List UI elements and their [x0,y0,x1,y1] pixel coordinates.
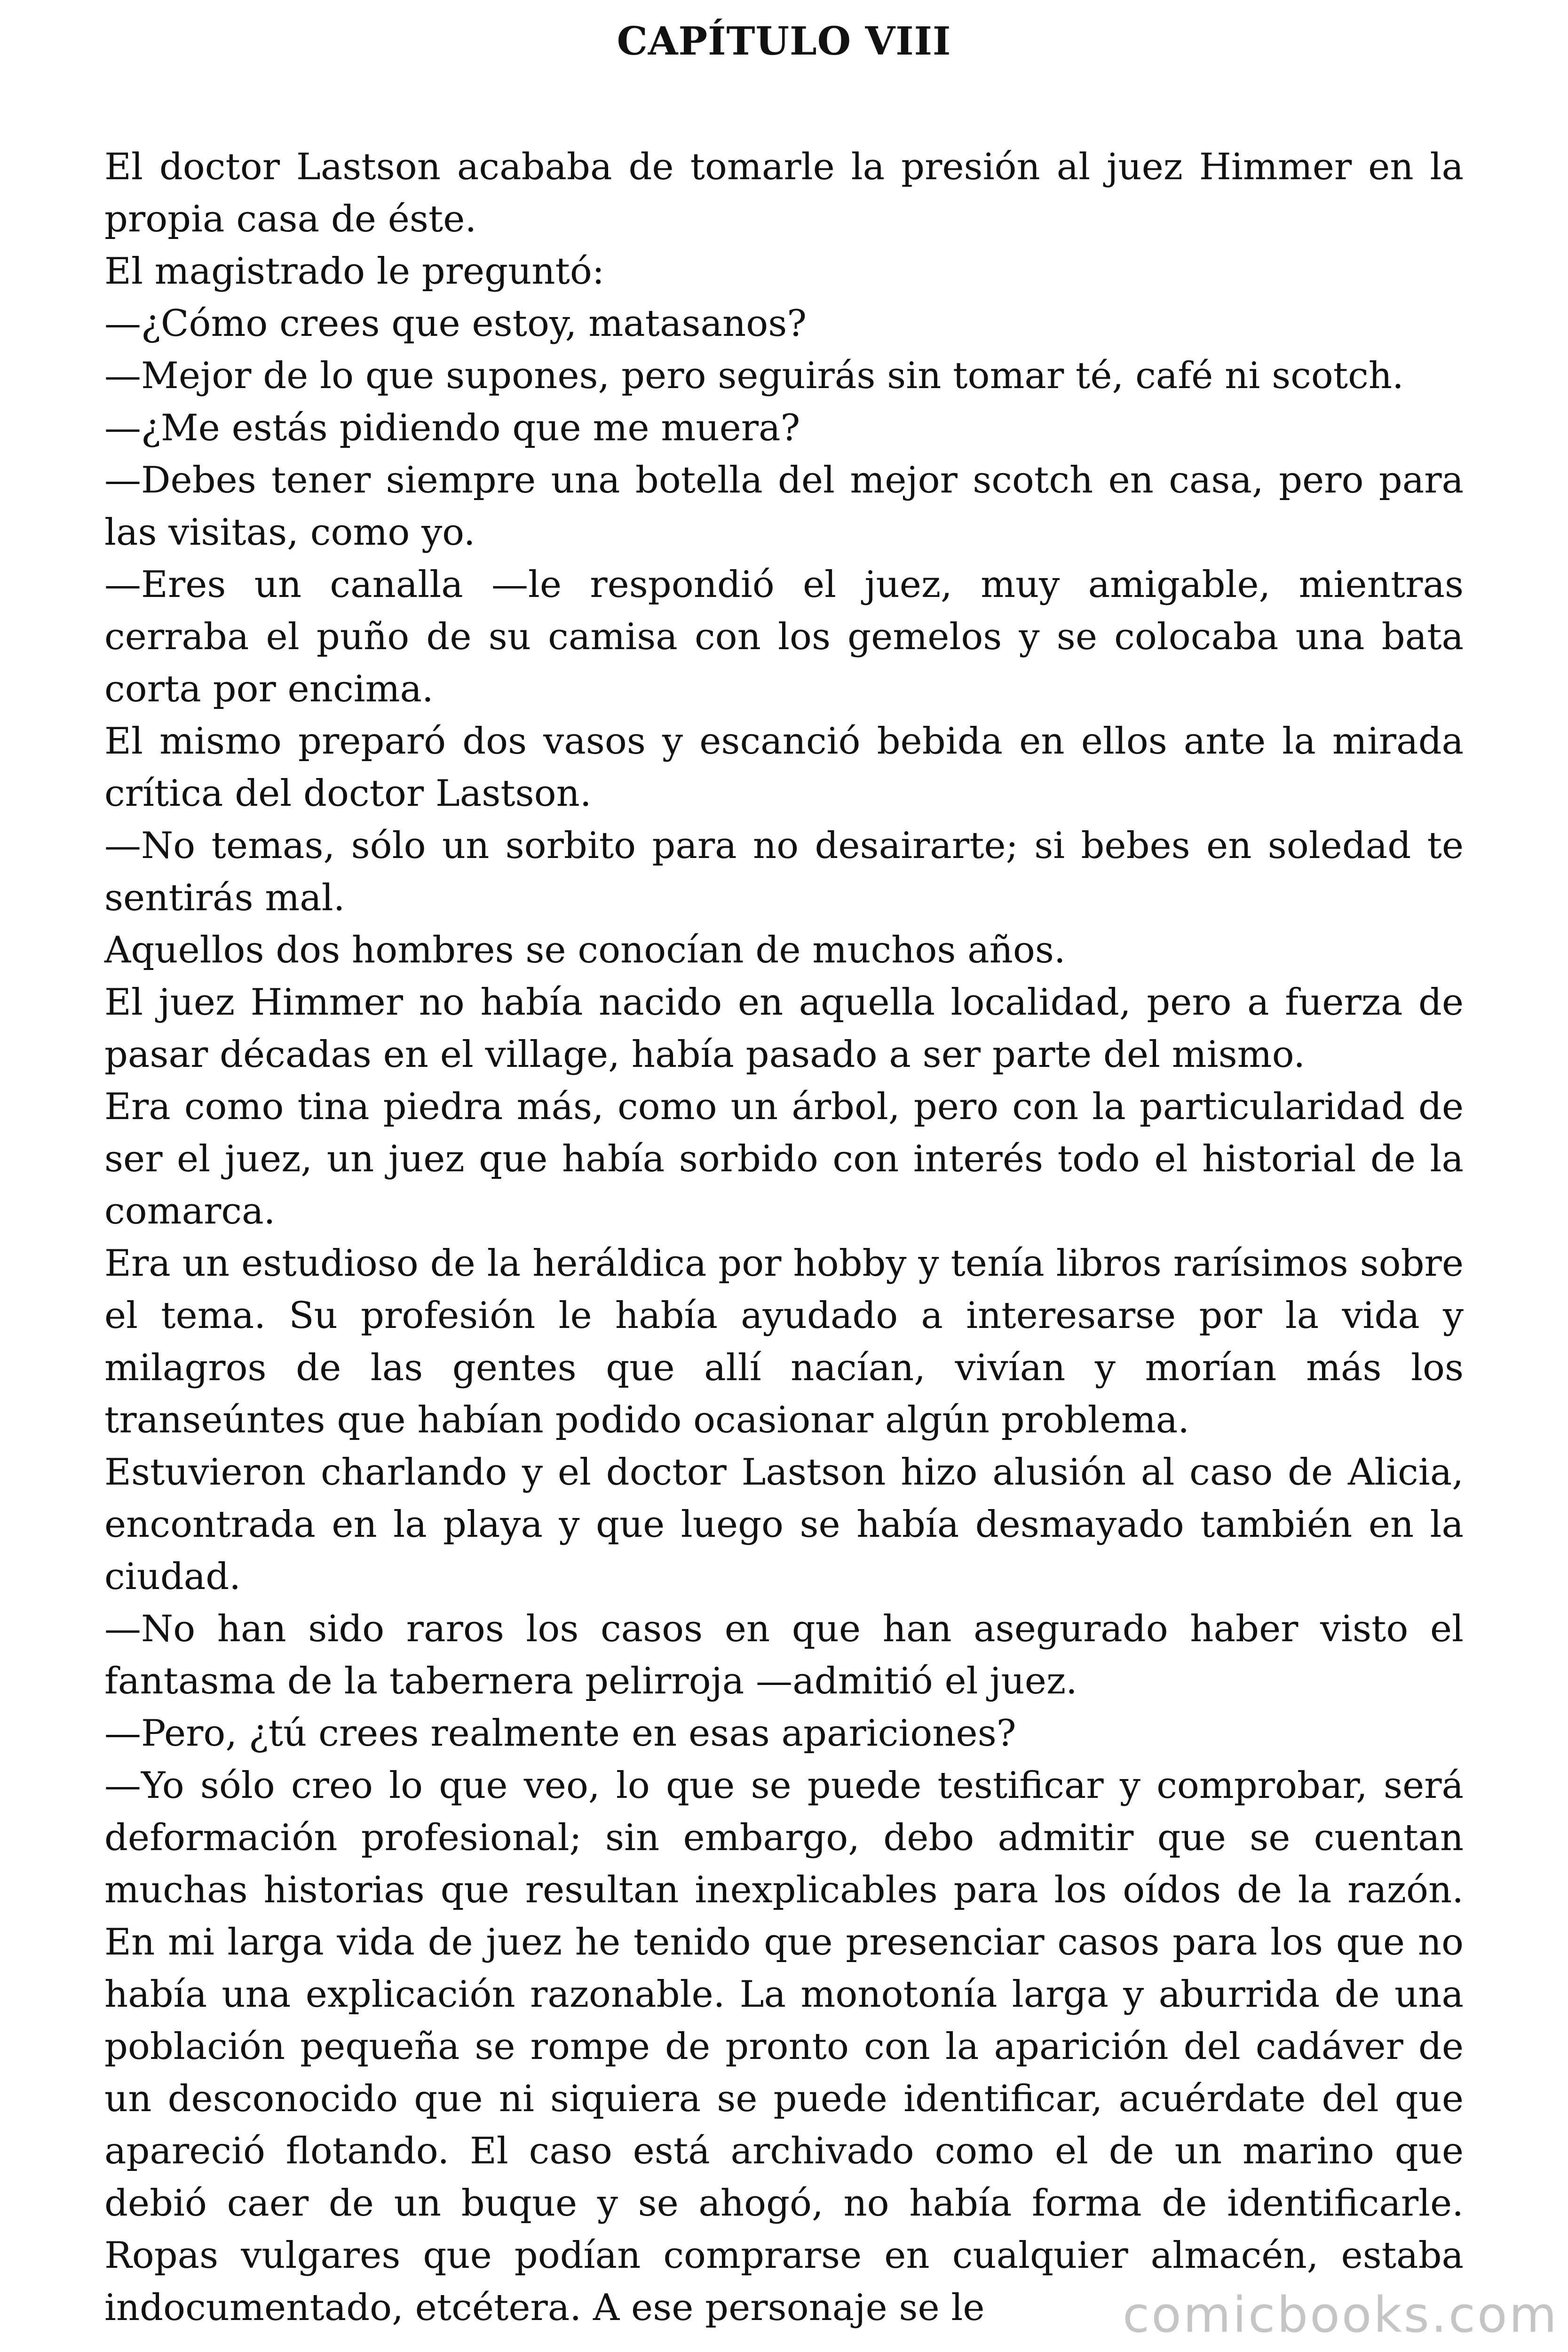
paragraph: El mismo preparó dos vasos y escanció bebida en ellos ante la mirada crítica del doctor Lastson. [104,720,1464,815]
paragraph: —No temas, sólo un sorbito para no desairarte; si bebes en soledad te sentirás mal. [104,825,1464,919]
paragraph: El magistrado le preguntó: [104,250,605,293]
paragraph: Aquellos dos hombres se conocían de muchos años. [104,929,1066,971]
paragraph: —Pero, ¿tú crees realmente en esas apariciones? [104,1712,1016,1755]
chapter-text [104,141,1464,2334]
paragraph: —Eres un canalla —le respondió el juez, muy amigable, mientras cerraba el puño de su camisa con los gemelos y se colocaba una bata corta por encima. [104,564,1464,710]
paragraph: —¿Cómo crees que estoy, matasanos? [104,302,807,345]
watermark: comicbooks.com [1122,2286,1559,2344]
paragraph: El doctor Lastson acababa de tomarle la presión al juez Himmer en la propia casa de éste. [104,146,1464,240]
paragraph: —Mejor de lo que supones, pero seguirás sin tomar té, café ni scotch. [104,355,1404,397]
paragraph: Era como tina piedra más, como un árbol, pero con la particularidad de ser el juez, un juez que había sorbido con interés todo el historial de la comarca. [104,1086,1464,1232]
paragraph: Estuvieron charlando y el doctor Lastson hizo alusión al caso de Alicia, encontrada en la playa y que luego se había desmayado también en la ciudad. [104,1451,1464,1598]
paragraph: El juez Himmer no había nacido en aquella localidad, pero a fuerza de pasar décadas en el village, había pasado a ser parte del mismo. [104,981,1464,1076]
paragraph: —Yo sólo creo lo que veo, lo que se puede testificar y comprobar, será deformación profesional; sin embargo, debo admitir que se cuentan muchas historias que resultan inexplicables para los oídos de la razón. En mi larga vida de juez he tenido que presenciar casos para los que no había una explicación razonable. La monotonía larga y aburrida de una población pequeña se rompe de pronto con la aparición del cadáver de un desconocido que ni siquiera se puede identificar, acuérdate del que apareció flotando. El caso está archivado como el de un marino que debió caer de un buque y se ahogó, no había forma de identificarle. Ropas vulgares que podían comprarse en cualquier almacén, estaba indocumentado, etcétera. A ese personaje se le [104,1764,1464,2329]
chapter-title: CAPÍTULO VIII [617,19,951,64]
paragraph: —¿Me estás pidiendo que me muera? [104,407,800,449]
paragraph: Era un estudioso de la heráldica por hobby y tenía libros rarísimos sobre el tema. Su profesión le había ayudado a interesarse por la vida y milagros de las gentes que allí nacían, vivían y morían más los transeúntes que habían podido ocasionar algún problema. [104,1242,1464,1441]
paragraph: —Debes tener siempre una botella del mejor scotch en casa, pero para las visitas, como yo. [104,459,1464,554]
paragraph: —No han sido raros los casos en que han asegurado haber visto el fantasma de la tabernera pelirroja —admitió el juez. [104,1608,1464,1702]
